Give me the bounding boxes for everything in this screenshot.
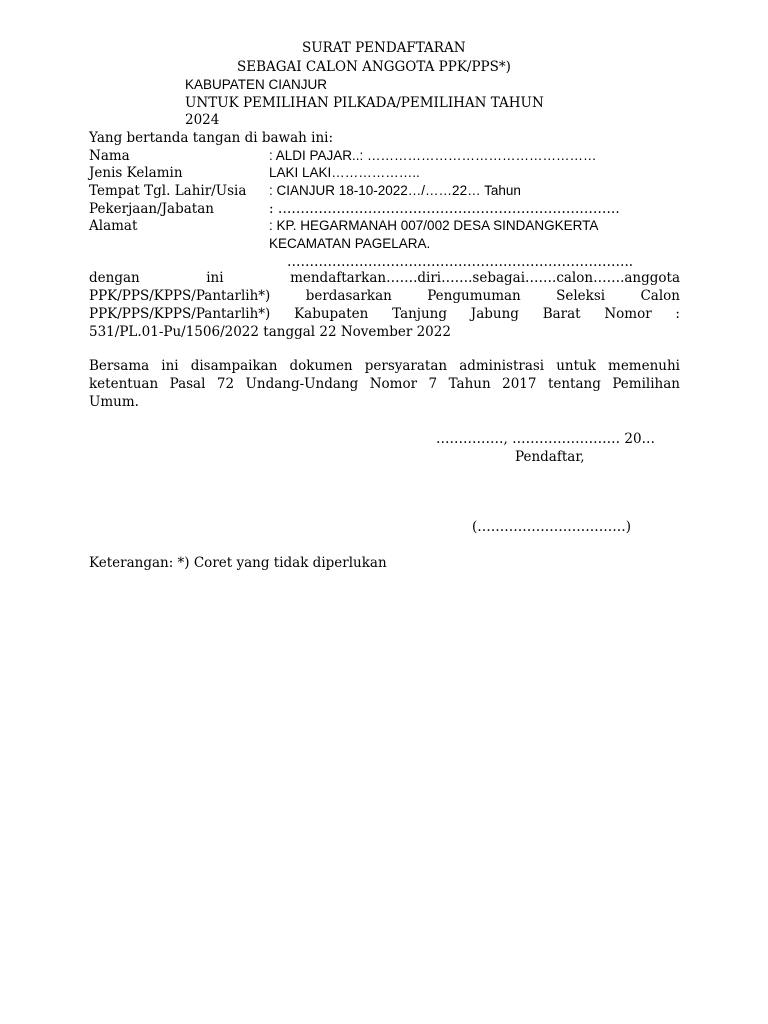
pekerjaan-label: Pekerjaan/Jabatan bbox=[89, 201, 214, 217]
paragraph-1-line-3: PPK/PPS/KPPS/Pantarlih*) Kabupaten Tanjung Jabung Barat Nomor : bbox=[89, 306, 680, 322]
jenis-kelamin-label: Jenis Kelamin bbox=[89, 165, 183, 181]
title-line-4: UNTUK PEMILIHAN PILKADA/PEMILIHAN TAHUN bbox=[185, 95, 544, 111]
intro-text: Yang bertanda tangan di bawah ini: bbox=[89, 130, 334, 146]
paragraph-1-line-2: PPK/PPS/KPPS/Pantarlih*) berdasarkan Pengumuman Seleksi Calon bbox=[89, 288, 680, 304]
nama-value: : ALDI PAJAR..: …………………………………………… bbox=[269, 148, 597, 163]
footnote: Keterangan: *) Coret yang tidak diperlukan bbox=[89, 555, 387, 571]
title-line-1: SURAT PENDAFTARAN bbox=[302, 40, 466, 56]
paragraph-2-line-2: ketentuan Pasal 72 Undang-Undang Nomor 7 Tahun 2017 tentang Pemilihan bbox=[89, 376, 680, 392]
ttl-value: : CIANJUR 18-10-2022…/……22… Tahun bbox=[269, 183, 521, 198]
alamat-label: Alamat bbox=[89, 218, 138, 234]
title-line-3: KABUPATEN CIANJUR bbox=[185, 77, 328, 92]
alamat-value-line-1: : KP. HEGARMANAH 007/002 DESA SINDANGKERTA bbox=[269, 218, 599, 233]
paragraph-2-line-3: Umum. bbox=[89, 394, 139, 410]
signature-name-placeholder: (……………………………) bbox=[472, 519, 632, 535]
signature-date-line: ……………, …………………… 20… bbox=[436, 431, 656, 447]
alamat-value-line-2: KECAMATAN PAGELARA. bbox=[269, 236, 431, 251]
jenis-kelamin-value: LAKI LAKI……………….. bbox=[269, 165, 420, 180]
paragraph-1-line-1: dengan ini mendaftarkan…….diri…….sebagai…….calon…….anggota bbox=[89, 270, 680, 286]
alamat-value-line-3: ………………………………………………………………….. bbox=[287, 254, 634, 270]
title-line-5: 2024 bbox=[185, 112, 220, 128]
signature-pendaftar: Pendaftar, bbox=[515, 449, 585, 465]
paragraph-1-line-4: 531/PL.01-Pu/1506/2022 tanggal 22 November 2022 bbox=[89, 324, 451, 340]
title-line-2: SEBAGAI CALON ANGGOTA PPK/PPS*) bbox=[237, 59, 511, 75]
paragraph-2-line-1: Bersama ini disampaikan dokumen persyaratan administrasi untuk memenuhi bbox=[89, 358, 680, 374]
pekerjaan-value: : …………………………………………………………………. bbox=[269, 201, 620, 217]
ttl-label: Tempat Tgl. Lahir/Usia bbox=[89, 183, 247, 199]
nama-label: Nama bbox=[89, 148, 130, 164]
